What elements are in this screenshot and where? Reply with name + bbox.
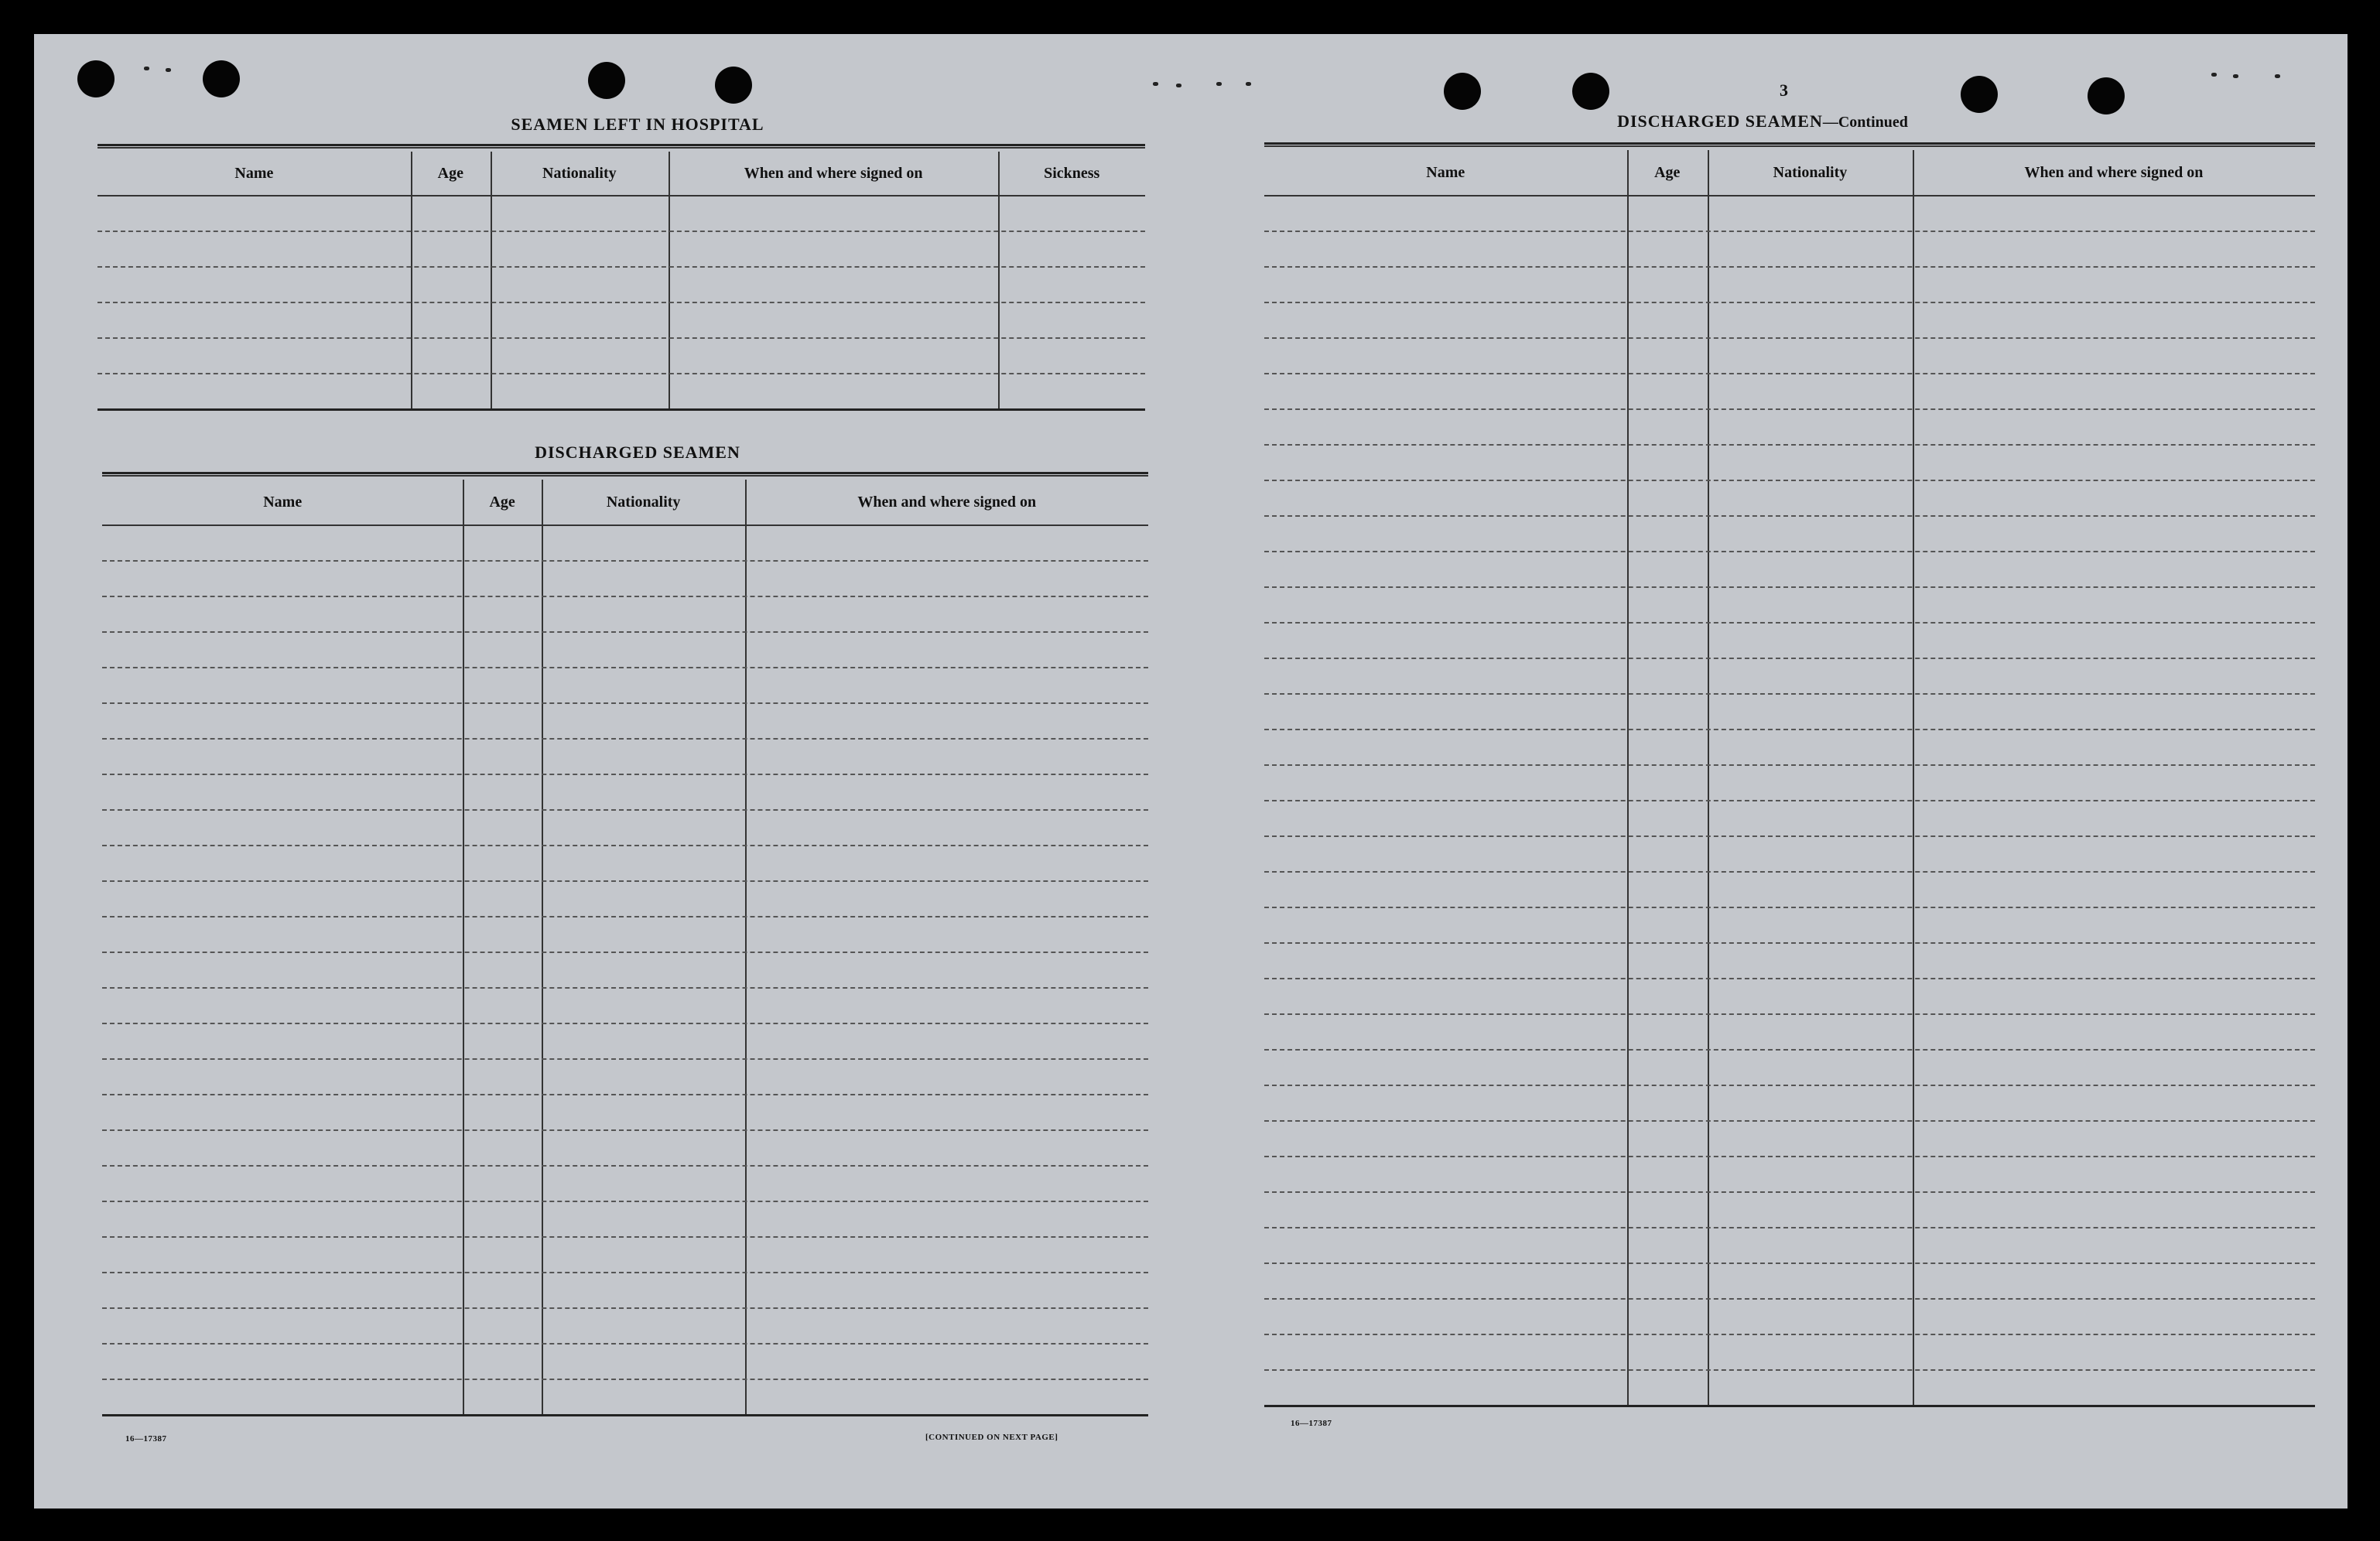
speck (1246, 82, 1251, 86)
table-bottom-rule (102, 1414, 1148, 1416)
table-top-rule (102, 472, 1148, 477)
column-header: When and where signed on (857, 494, 1037, 511)
column-header: Name (263, 494, 303, 511)
punch-hole (203, 60, 240, 97)
discharged-title: DISCHARGED SEAMEN (535, 442, 740, 462)
document-sheet (34, 34, 2348, 1509)
table-row (97, 302, 1145, 303)
column-divider (411, 152, 412, 408)
column-header: Name (1426, 164, 1465, 181)
continued-suffix: —Continued (1822, 114, 1908, 131)
table-row (97, 373, 1145, 374)
column-header: Age (489, 494, 515, 511)
table-row (1264, 266, 2315, 268)
table-row (1264, 1085, 2315, 1086)
table-row (1264, 942, 2315, 944)
table-row (1264, 586, 2315, 588)
table-row (97, 337, 1145, 339)
speck (1153, 82, 1158, 86)
table-row (1264, 1191, 2315, 1193)
header-rule (102, 524, 1148, 526)
punch-hole (2088, 77, 2125, 114)
table-row (1264, 1049, 2315, 1051)
discharged-table (102, 472, 1148, 1420)
table-row (102, 1023, 1148, 1024)
table-row (1264, 408, 2315, 410)
table-bottom-rule (1264, 1405, 2315, 1407)
form-number-left: 16—17387 (125, 1434, 167, 1444)
speck (2275, 74, 2280, 78)
form-number-right: 16—17387 (1291, 1419, 1332, 1428)
table-row (1264, 515, 2315, 517)
column-header: Age (437, 165, 463, 182)
table-row (1264, 693, 2315, 695)
table-row (1264, 337, 2315, 339)
table-row (1264, 835, 2315, 837)
table-row (1264, 658, 2315, 659)
column-header: Name (234, 165, 274, 182)
table-row (102, 774, 1148, 775)
table-row (102, 845, 1148, 846)
table-row (102, 596, 1148, 597)
table-row (1264, 764, 2315, 766)
table-top-rule (97, 144, 1145, 149)
discharged-continued-table (1264, 142, 2315, 1406)
table-row (1264, 1156, 2315, 1157)
table-row (102, 738, 1148, 740)
continued-note: [CONTINUED ON NEXT PAGE] (925, 1433, 1058, 1442)
table-row (1264, 231, 2315, 232)
table-row (102, 1236, 1148, 1238)
punch-hole (588, 62, 625, 99)
table-row (102, 1272, 1148, 1273)
table-row (102, 1379, 1148, 1380)
table-row (1264, 1120, 2315, 1122)
table-row (97, 231, 1145, 232)
table-row (102, 880, 1148, 882)
hospital-table (97, 144, 1145, 453)
table-row (1264, 551, 2315, 552)
punch-hole (715, 67, 752, 104)
table-top-rule (1264, 142, 2315, 147)
table-row (102, 1094, 1148, 1095)
table-bottom-rule (97, 408, 1145, 411)
column-divider (998, 152, 1000, 408)
table-row (102, 1307, 1148, 1309)
column-header: Age (1654, 164, 1681, 181)
discharged-continued-title (1600, 111, 1925, 132)
table-row (102, 667, 1148, 668)
table-row (1264, 1298, 2315, 1300)
column-divider (463, 480, 464, 1414)
column-divider (669, 152, 670, 408)
table-row (102, 560, 1148, 562)
column-header: Nationality (542, 165, 617, 182)
table-row (1264, 1263, 2315, 1264)
table-row (102, 809, 1148, 811)
table-row (1264, 1013, 2315, 1015)
table-row (1264, 978, 2315, 979)
table-row (1264, 480, 2315, 481)
table-row (1264, 800, 2315, 801)
discharged-continued-heading: DISCHARGED SEAMEN (1617, 111, 1823, 131)
punch-hole (1444, 73, 1481, 110)
punch-hole (1572, 73, 1609, 110)
column-header: When and where signed on (2024, 164, 2204, 181)
table-row (102, 1343, 1148, 1345)
punch-hole (1961, 76, 1998, 113)
table-row (102, 1165, 1148, 1167)
column-divider (542, 480, 543, 1414)
speck (2211, 73, 2217, 77)
table-row (1264, 302, 2315, 303)
column-divider (745, 480, 747, 1414)
column-divider (491, 152, 492, 408)
table-row (1264, 1334, 2315, 1335)
table-row (102, 1201, 1148, 1202)
table-row (102, 631, 1148, 633)
speck (1176, 84, 1181, 87)
table-row (1264, 444, 2315, 446)
table-row (1264, 1227, 2315, 1228)
speck (2233, 74, 2238, 78)
table-row (1264, 373, 2315, 374)
speck (144, 67, 149, 70)
table-row (1264, 907, 2315, 908)
column-header: When and where signed on (744, 165, 923, 182)
header-rule (1264, 195, 2315, 196)
table-row (1264, 871, 2315, 873)
table-row (102, 987, 1148, 989)
page-number: 3 (1780, 80, 1788, 100)
table-row (102, 1058, 1148, 1060)
table-row (102, 916, 1148, 917)
column-header: Sickness (1044, 165, 1100, 182)
table-row (1264, 729, 2315, 730)
speck (1216, 82, 1222, 86)
speck (166, 68, 171, 72)
table-row (102, 1129, 1148, 1131)
table-row (1264, 1369, 2315, 1371)
table-row (102, 952, 1148, 953)
table-row (1264, 622, 2315, 624)
table-row (97, 266, 1145, 268)
table-row (102, 702, 1148, 704)
punch-hole (77, 60, 115, 97)
column-header: Nationality (606, 494, 681, 511)
hospital-title: SEAMEN LEFT IN HOSPITAL (511, 114, 764, 134)
header-rule (97, 195, 1145, 196)
column-header: Nationality (1773, 164, 1848, 181)
